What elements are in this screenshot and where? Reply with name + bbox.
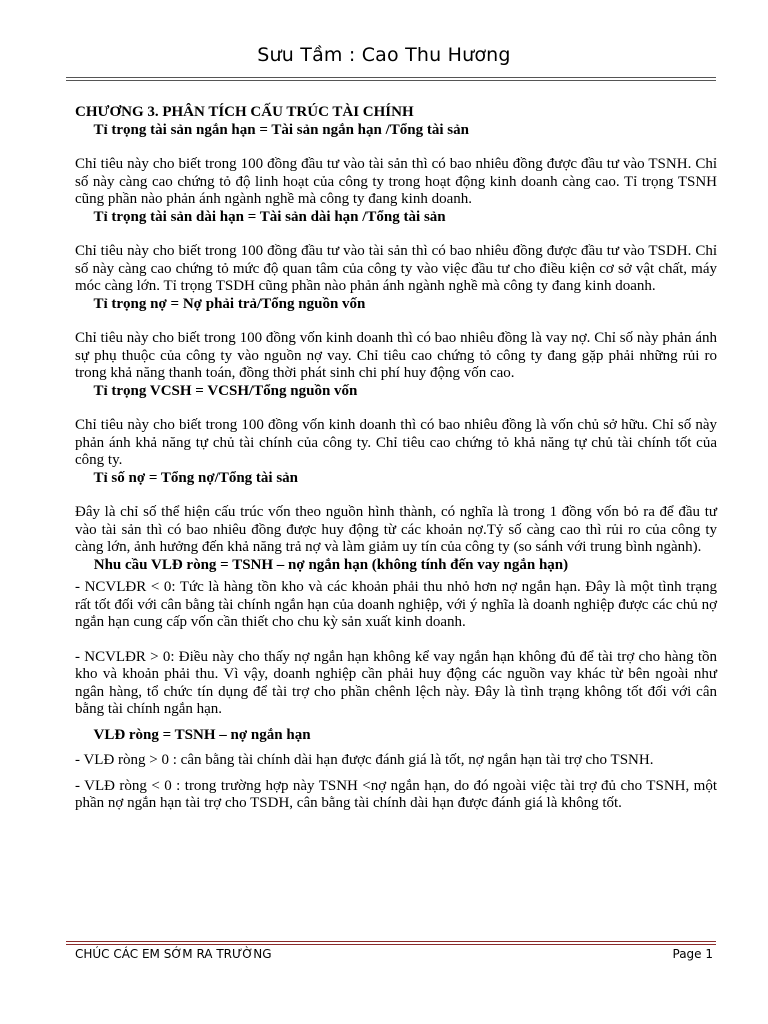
chapter-title: CHƯƠNG 3. PHÂN TÍCH CẤU TRÚC TÀI CHÍNH xyxy=(75,104,414,120)
section-heading-debt-ratio: Tỉ trọng nợ = Nợ phải trả/Tổng nguồn vốn xyxy=(93,295,366,312)
section-paragraph-ncvldr-positive: - NCVLĐR > 0: Điều này cho thấy nợ ngắn hạn không kể vay ngắn hạn không đủ để tài trợ cho hàng tồn kho và khoản phải thu. Vì vậy, doanh nghiệp cần phải huy động các nguồn vay khác từ bên ngoài như ngân hàng, tổ chức tín dụng để tài trợ cho phần chênh lệch này. Đây là tình trạng không tốt đối với cân bằng tài chính ngắn hạn. xyxy=(75,648,717,717)
section-body-long-term-asset-ratio: Chỉ tiêu này cho biết trong 100 đồng đầu tư vào tài sản thì có bao nhiêu đồng được đầu tư vào TSDH. Chỉ số này càng cao chứng tỏ mức độ quan tâm của công ty vào việc đầu tư cho điều kiện cơ sở vật chất, máy móc càng lớn. Tỉ trọng TSDH cũng phần nào phản ánh ngành nghề mà công ty đang kinh doanh. xyxy=(75,243,717,294)
section-heading-equity-ratio: Tỉ trọng VCSH = VCSH/Tổng nguồn vốn xyxy=(93,382,358,399)
footer-divider xyxy=(66,941,716,945)
page-number: Page 1 xyxy=(672,947,713,961)
section-paragraph-ncvldr-negative: - NCVLĐR < 0: Tức là hàng tồn kho và các khoản phải thu nhỏ hơn nợ ngắn hạn. Đây là một tình trạng rất tốt đối với cân bằng tài chính ngắn hạn của doanh nghiệp, với ý nghĩa là doanh nghiệp được các chủ nợ ngắn hạn cung cấp vốn cần thiết cho chu kỳ sản xuất kinh doanh. xyxy=(75,579,717,630)
section-paragraph-vld-positive: - VLĐ ròng > 0 : cân bằng tài chính dài hạn được đánh giá là tốt, nợ ngắn hạn tài trợ cho TSNH. xyxy=(75,752,654,768)
section-body-equity-ratio: Chỉ tiêu này cho biết trong 100 đồng vốn kinh doanh thì có bao nhiêu đồng là vốn chủ sở hữu. Chỉ số này phản ánh khả năng tự chủ tài chính của công ty. Chỉ tiêu cao chứng tỏ khả năng tự chủ tài chính tốt của công ty. xyxy=(75,417,717,468)
page-header: Sưu Tầm : Cao Thu Hương xyxy=(257,44,511,66)
section-heading-net-working-capital: VLĐ ròng = TSNH – nợ ngắn hạn xyxy=(93,726,311,743)
section-heading-long-term-asset-ratio: Tỉ trọng tài sản dài hạn = Tài sản dài hạn /Tổng tài sản xyxy=(93,208,446,225)
footer-message: CHÚC CÁC EM SỚM RA TRƯỜNG xyxy=(75,947,272,961)
section-heading-net-working-capital-need: Nhu cầu VLĐ ròng = TSNH – nợ ngắn hạn (không tính đến vay ngắn hạn) xyxy=(93,556,569,573)
header-divider xyxy=(66,77,716,81)
section-heading-short-term-asset-ratio: Tỉ trọng tài sản ngắn hạn = Tài sản ngắn hạn /Tổng tài sản xyxy=(93,121,469,138)
section-body-debt-ratio: Chỉ tiêu này cho biết trong 100 đồng vốn kinh doanh thì có bao nhiêu đồng là vay nợ. Chỉ số này phản ánh sự phụ thuộc của công ty vào nguồn nợ vay. Chỉ tiêu cao chứng tỏ công ty đang gặp phải những rủi ro trong khả năng thanh toán, đồng thời phát sinh chi phí huy động vốn cao. xyxy=(75,330,717,381)
section-body-debt-to-assets: Đây là chỉ số thể hiện cấu trúc vốn theo nguồn hình thành, có nghĩa là trong 1 đồng vốn bỏ ra để đầu tư vào tài sản thì có bao nhiêu đồng được huy động từ các khoản nợ.Tỷ số càng cao thì rủi ro của công ty càng lớn, ảnh hưởng đến khả năng trả nợ và làm giảm uy tín của công ty (so sánh với trung bình ngành). xyxy=(75,504,717,555)
document-body xyxy=(75,104,717,813)
section-paragraph-vld-negative: - VLĐ ròng < 0 : trong trường hợp này TSNH <nợ ngắn hạn, do đó ngoài việc tài trợ đủ cho TSNH, một phần nợ ngắn hạn tài trợ cho TSDH, cân bằng tài chính dài hạn được đánh giá là không tốt. xyxy=(75,777,717,811)
section-heading-debt-to-assets: Tỉ số nợ = Tổng nợ/Tổng tài sản xyxy=(93,469,299,486)
section-body-short-term-asset-ratio: Chỉ tiêu này cho biết trong 100 đồng đầu tư vào tài sản thì có bao nhiêu đồng được đầu tư vào TSNH. Chỉ số này càng cao chứng tỏ độ linh hoạt của công ty trong hoạt động kinh doanh càng cao. Tỉ trọng TSNH cũng phần nào phản ánh ngành nghề mà công ty đang kinh doanh. xyxy=(75,156,717,207)
